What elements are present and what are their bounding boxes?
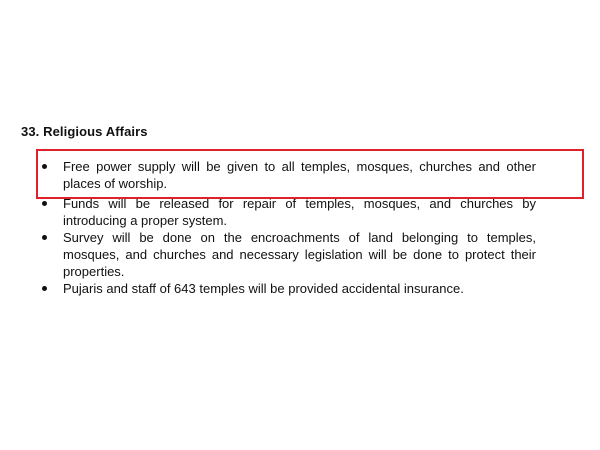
list-item <box>36 195 536 229</box>
list-item <box>36 280 536 297</box>
section-heading: 33. Religious Affairs <box>21 124 148 139</box>
list-item-text: Survey will be done on the encroachments of land belonging to temples, mosques, and churches and necessary legislation will be done to protect their properties. <box>63 230 536 279</box>
list-item-text: Free power supply will be given to all temples, mosques, churches and other places of worship. <box>63 159 536 191</box>
list-item-text: Pujaris and staff of 643 temples will be provided accidental insurance. <box>63 281 464 296</box>
bullet-icon <box>42 201 47 206</box>
list-item <box>36 229 536 280</box>
bullet-icon <box>42 286 47 291</box>
highlight-box <box>36 149 584 199</box>
list-item-text: Funds will be released for repair of temples, mosques, and churches by introducing a proper system. <box>63 196 536 228</box>
bullet-icon <box>42 235 47 240</box>
